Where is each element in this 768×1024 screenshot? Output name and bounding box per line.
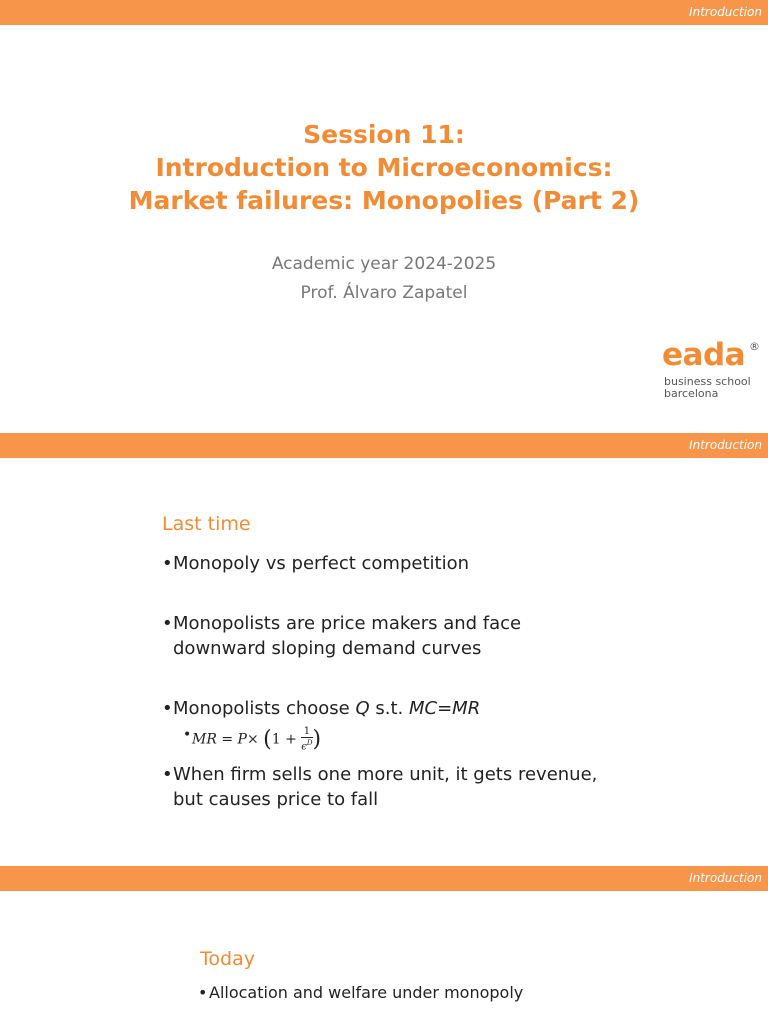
last-time-slide — [0, 433, 768, 865]
professor-name: Prof. Álvaro Zapatel — [300, 283, 468, 303]
header-label: Introduction — [689, 871, 762, 885]
such-that: s.t. — [375, 698, 404, 719]
bullet-item: • Allocation and welfare under monopoly — [209, 980, 523, 1005]
title-line-1: Session 11: — [303, 120, 465, 149]
slide-title — [0, 118, 768, 217]
fraction-denominator: $\epsilon^D$ — [301, 739, 313, 753]
bullet-item — [173, 762, 597, 812]
bullet-text: Monopolists choose — [173, 698, 350, 719]
formula-fraction — [301, 727, 312, 752]
bullet-line-2: downward sloping demand curves — [173, 638, 482, 659]
today-slide — [0, 866, 768, 1024]
slide-subtitle — [0, 250, 768, 308]
header-bar — [0, 866, 768, 891]
formula-times: × — [246, 731, 259, 748]
logo-tagline-2: barcelona — [664, 387, 719, 400]
title-line-3: Market failures: Monopolies (Part 2) — [128, 186, 640, 215]
eada-logo — [662, 338, 762, 402]
bullet-line-1: When firm sells one more unit, it gets revenue, — [173, 764, 598, 785]
academic-year: Academic year 2024-2025 — [271, 254, 497, 274]
bullet-item — [173, 696, 480, 721]
header-bar — [0, 433, 768, 458]
logo-wordmark: eada — [662, 337, 746, 373]
bullet-line-1: Monopolists are price makers and face — [173, 613, 522, 634]
formula-eq: = — [221, 731, 234, 748]
registered-mark: ® — [749, 340, 760, 353]
bullet-line-2: but causes price to fall — [173, 789, 379, 810]
formula-lhs: MR — [192, 731, 217, 748]
bullet-item: • Monopoly vs perfect competition — [173, 551, 469, 576]
bullet-item — [173, 611, 521, 661]
header-label: Introduction — [689, 5, 762, 19]
formula-one: 1 — [271, 731, 281, 748]
title-slide — [0, 0, 768, 432]
slide-heading: Last time — [162, 513, 251, 535]
header-label: Introduction — [689, 438, 762, 452]
mc-mr-condition: MC=MR — [409, 698, 481, 719]
formula-p: P — [237, 731, 247, 748]
mr-formula: • MR = P× (1 + $\frac{1}{\epsilon^D}$ ) — [192, 727, 321, 752]
logo-tagline-1: business school — [664, 375, 751, 388]
title-line-2: Introduction to Microeconomics: — [155, 153, 613, 182]
header-bar — [0, 0, 768, 25]
q-variable: Q — [355, 698, 370, 719]
fraction-numerator: 1 — [301, 727, 312, 738]
formula-plus: + — [285, 731, 297, 748]
slide-heading: Today — [200, 948, 255, 970]
